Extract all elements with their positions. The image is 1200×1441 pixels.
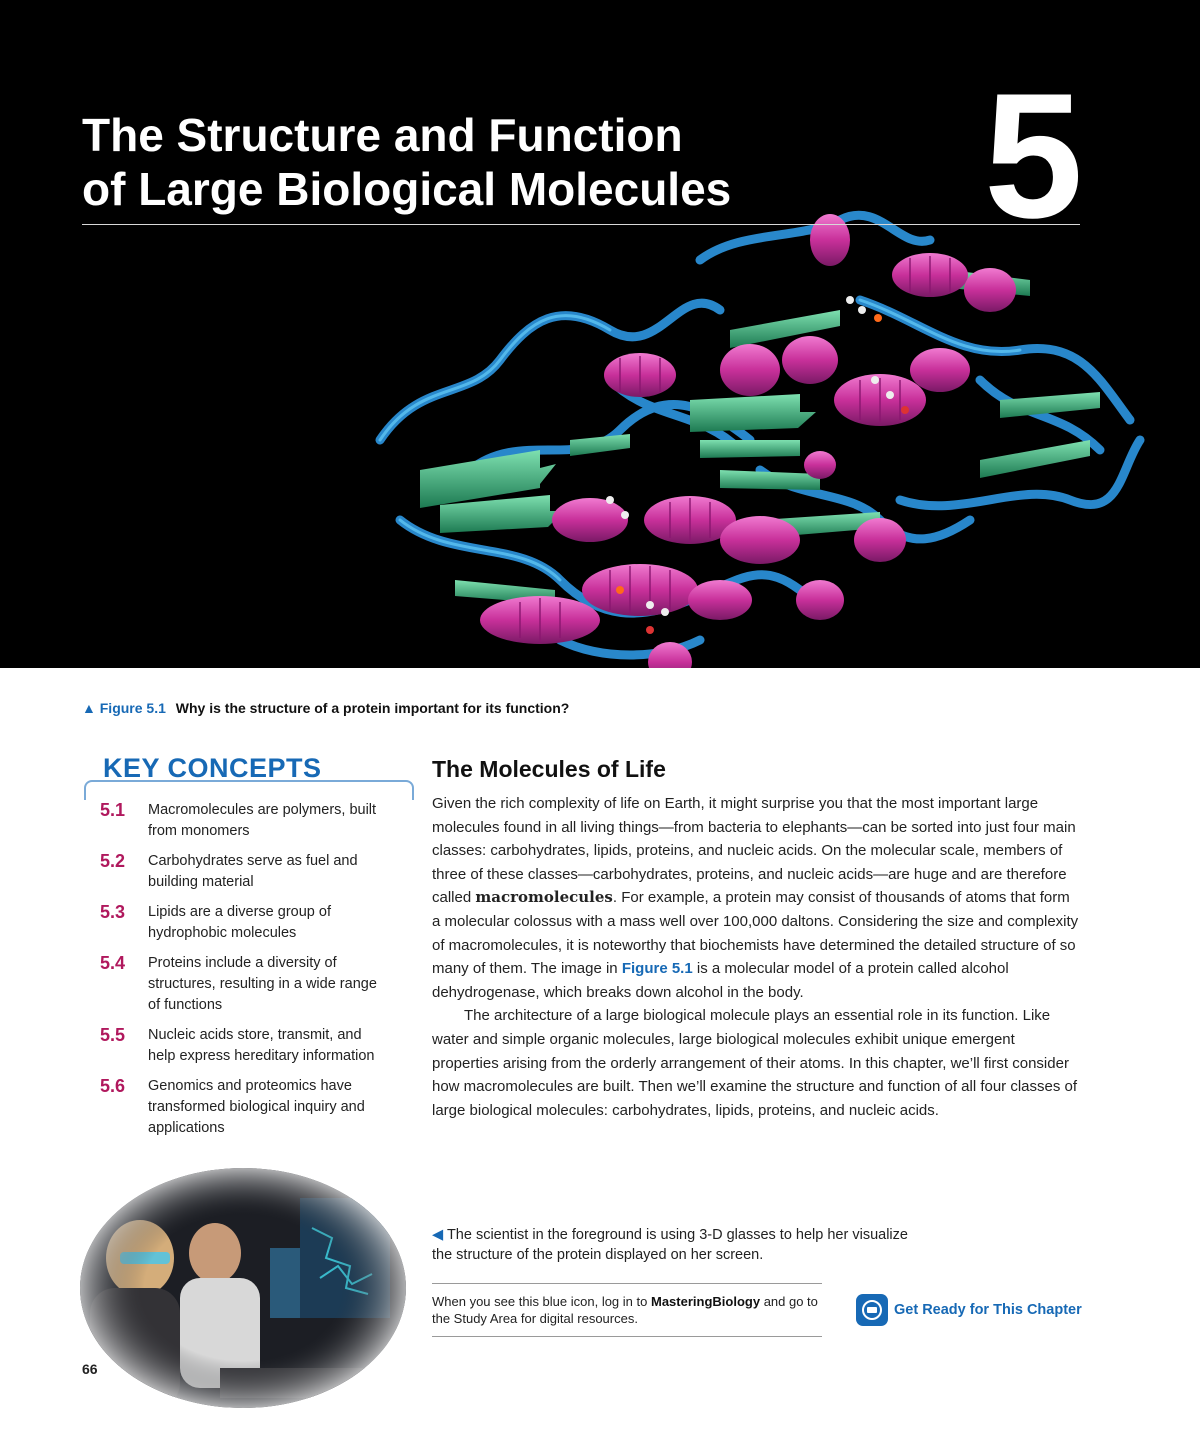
figure-label: Figure 5.1 bbox=[99, 700, 166, 716]
mastering-note-text: When you see this blue icon, log in to bbox=[432, 1294, 648, 1309]
key-concept-text: Nucleic acids store, transmit, and help express hereditary information bbox=[148, 1027, 375, 1064]
chapter-number: 5 bbox=[984, 56, 1083, 255]
figure-reference-link[interactable]: Figure 5.1 bbox=[621, 960, 693, 978]
key-concepts-frame bbox=[84, 780, 414, 800]
key-concept-item bbox=[100, 1076, 390, 1139]
get-ready-link[interactable] bbox=[856, 1294, 1082, 1326]
section-title: The Molecules of Life bbox=[432, 756, 666, 782]
mastering-biology-icon bbox=[856, 1294, 888, 1326]
title-divider bbox=[82, 224, 1080, 225]
key-concept-text: Lipids are a diverse group of hydrophobic molecules bbox=[148, 904, 331, 941]
get-ready-label[interactable]: Get Ready for This Chapter bbox=[894, 1302, 1082, 1318]
key-concept-text: Macromolecules are polymers, built from monomers bbox=[148, 802, 377, 839]
mastering-note-text: and go to the Study Area for digital resources. bbox=[432, 1294, 818, 1326]
paragraph-text: Given the rich complexity of life on Earth, it might surprise you that the most important large molecules found in all living things—from bacteria to elephants—can be sorted into just four main classes: carbohydrates, lipids, proteins, and nucleic acids. On the molecular scale, members of three of these classes—carbohydrates, proteins, and nucleic acids—are huge and are therefore called bbox=[432, 795, 1076, 907]
chapter-title bbox=[82, 108, 731, 216]
photo-caption-text: The scientist in the foreground is using 3-D glasses to help her visualize the structure of the protein displayed on her screen. bbox=[432, 1227, 908, 1263]
figure-caption bbox=[82, 700, 569, 716]
key-concept-text: Proteins include a diversity of structures, resulting in a wide range of functions bbox=[148, 955, 377, 1013]
key-concept-number: 5.4 bbox=[100, 953, 126, 973]
key-concept-item bbox=[100, 1025, 390, 1067]
key-term: macromolecules bbox=[475, 888, 613, 907]
hero-banner bbox=[0, 0, 1200, 668]
scientist-photo bbox=[80, 1168, 406, 1408]
photo-caption bbox=[432, 1225, 932, 1265]
key-concept-number: 5.1 bbox=[100, 800, 126, 820]
divider bbox=[432, 1283, 822, 1284]
key-concept-item bbox=[100, 800, 390, 842]
paragraph-text: is a molecular model of a protein called alcohol dehydrogenase, which breaks down alcohol in the body. bbox=[432, 960, 1009, 1001]
key-concept-item bbox=[100, 851, 390, 893]
key-concept-number: 5.6 bbox=[100, 1076, 126, 1096]
chapter-title-line2: of Large Biological Molecules bbox=[82, 163, 732, 215]
key-concept-number: 5.5 bbox=[100, 1025, 126, 1045]
mastering-brand: MasteringBiology bbox=[650, 1294, 761, 1309]
caption-arrow-left-icon: ◀ bbox=[432, 1227, 444, 1243]
caption-arrow-up-icon: ▲ bbox=[82, 700, 96, 716]
key-concept-text: Genomics and proteomics have transformed biological inquiry and applications bbox=[148, 1078, 365, 1136]
mastering-note bbox=[432, 1293, 832, 1327]
key-concepts-heading: KEY CONCEPTS bbox=[103, 753, 322, 783]
chapter-title-line1: The Structure and Function bbox=[82, 109, 683, 161]
key-concepts-list bbox=[100, 800, 390, 1148]
paragraph bbox=[432, 792, 1082, 1004]
section-body bbox=[432, 792, 1082, 1122]
key-concept-item bbox=[100, 902, 390, 944]
paragraph-text: . For example, a protein may consist of thousands of atoms that form a molecular colossus with a mass well over 100,000 daltons. Considering the size and complexity of macromolecules, it is noteworthy that biochemists have determined the detailed structure of so many of them. The image in bbox=[432, 889, 1079, 978]
key-concept-item bbox=[100, 953, 390, 1016]
key-concept-text: Carbohydrates serve as fuel and building material bbox=[148, 853, 358, 890]
key-concept-number: 5.2 bbox=[100, 851, 126, 871]
scientist-photo-illustration bbox=[80, 1168, 406, 1408]
page-number: 66 bbox=[82, 1361, 98, 1377]
paragraph: The architecture of a large biological molecule plays an essential role in its function. Like water and simple organic molecules, large biological molecules exhibit unique emergent properties arising from the orderly arrangement of their atoms. In this chapter, we’ll first consider how macromolecules are built. Then we’ll examine the structure and function of all four classes of large biological molecules: carbohydrates, lipids, proteins, and nucleic acids. bbox=[432, 1007, 1078, 1119]
key-concept-number: 5.3 bbox=[100, 902, 126, 922]
figure-caption-text: Why is the structure of a protein important for its function? bbox=[175, 700, 570, 716]
divider bbox=[432, 1336, 822, 1337]
